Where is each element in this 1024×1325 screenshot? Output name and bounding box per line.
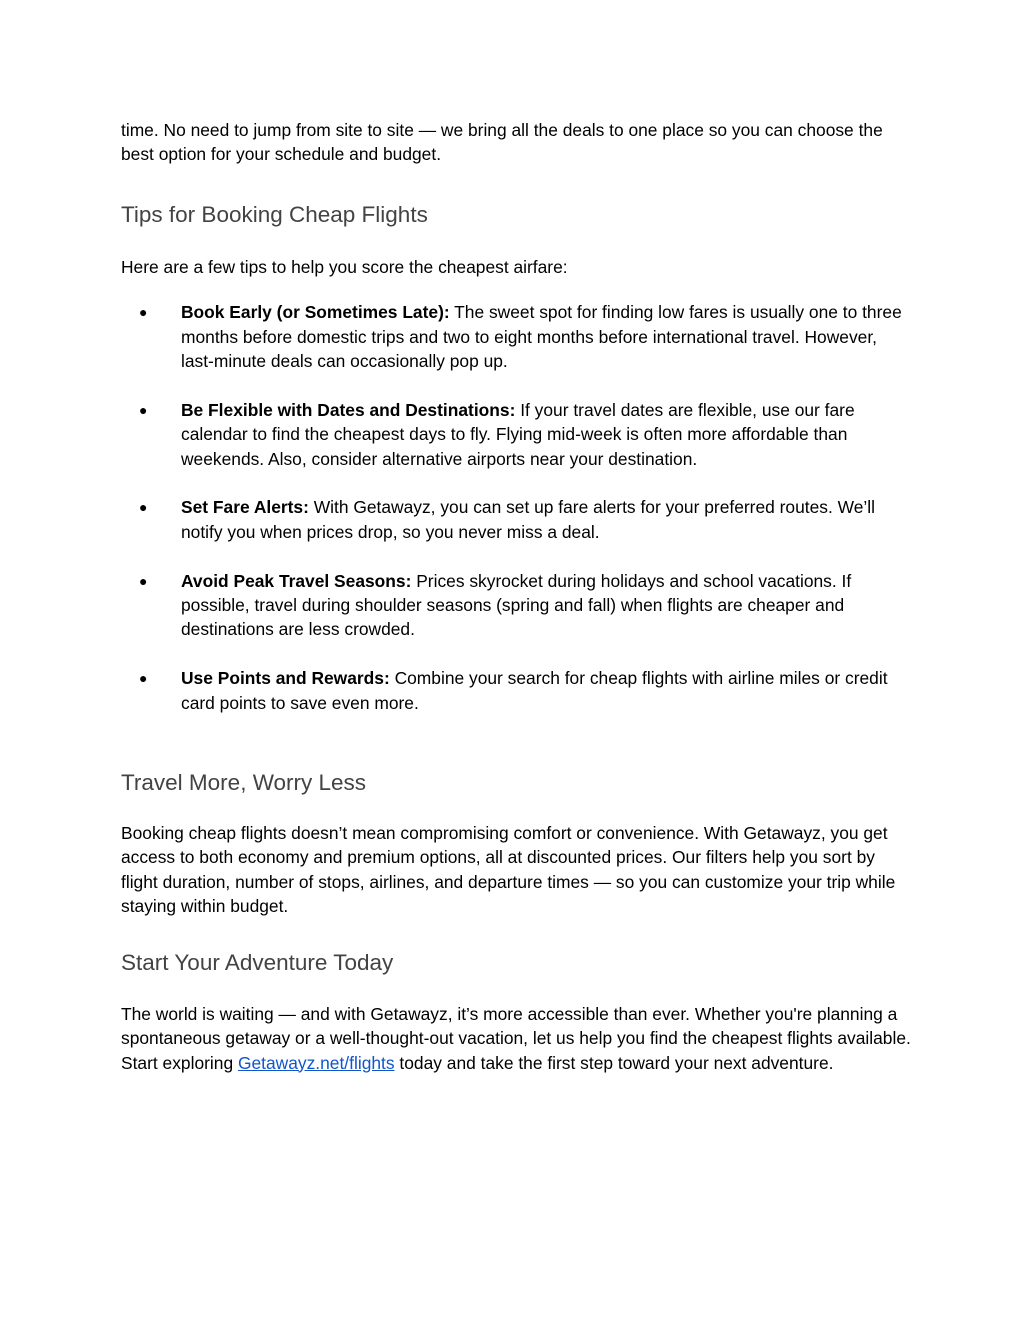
bullet-icon: ●: [139, 499, 148, 516]
start-text-before-link: The world is waiting — and with Getawayz, it’s more accessible than ever. Whether you're planning a spontaneous getaway or a well-thought-out vacation, let us help you find the cheapest flights available. Start exploring: [121, 1003, 911, 1073]
bullet-icon: ●: [139, 670, 148, 687]
tip-text: The sweet spot for finding low fares is usually one to three months before domestic trips and two to eight months before international travel. However, last-minute deals can occasionally pop up.: [181, 302, 902, 372]
tip-item-avoid-peak: [121, 569, 911, 642]
tip-item-book-early: [121, 300, 911, 373]
bullet-icon: ●: [139, 401, 148, 418]
tip-title: Use Points and Rewards:: [181, 668, 390, 689]
tip-text: Prices skyrocket during holidays and school vacations. If possible, travel during shoulder seasons (spring and fall) when flights are cheaper and destinations are less crowded.: [181, 570, 852, 640]
tips-lead-paragraph: Here are a few tips to help you score the cheapest airfare:: [121, 256, 568, 277]
bullet-icon: ●: [139, 304, 148, 321]
start-heading: Start Your Adventure Today: [121, 949, 394, 975]
tip-text: Combine your search for cheap flights with airline miles or credit card points to save even more.: [181, 668, 888, 713]
tip-item-points-rewards: [121, 666, 911, 715]
tip-item-be-flexible: [121, 398, 911, 471]
tip-item-fare-alerts: [121, 495, 911, 544]
tip-title: Set Fare Alerts:: [181, 497, 309, 518]
tip-title: Avoid Peak Travel Seasons:: [181, 570, 412, 591]
intro-continuation-paragraph: time. No need to jump from site to site — we bring all the deals to one place so you can choose the best option for your schedule and budget.: [121, 120, 883, 165]
flights-link[interactable]: Getawayz.net/flights: [237, 1052, 395, 1073]
tip-text: With Getawayz, you can set up fare alerts for your preferred routes. We’ll notify you when prices drop, so you never miss a deal.: [181, 497, 875, 542]
tip-text: If your travel dates are flexible, use our fare calendar to find the cheapest days to fly. Flying mid-week is often more affordable than weekends. Also, consider alternative airports near your destination.: [181, 399, 855, 469]
tips-heading: Tips for Booking Cheap Flights: [121, 201, 428, 227]
travel-heading: Travel More, Worry Less: [121, 770, 367, 796]
tips-list: [121, 300, 911, 715]
start-text-after-link: today and take the first step toward your next adventure.: [394, 1052, 834, 1073]
travel-paragraph: Booking cheap flights doesn’t mean compromising comfort or convenience. With Getawayz, you get access to both economy and premium options, all at discounted prices. Our filters help you sort by flight duration, number of stops, airlines, and departure times — so you can customize your trip while staying within budget.: [121, 823, 896, 917]
tip-title: Be Flexible with Dates and Destinations:: [181, 399, 516, 420]
start-paragraph: [121, 1002, 911, 1075]
tip-title: Book Early (or Sometimes Late):: [181, 302, 450, 323]
document-page: [121, 118, 911, 1075]
bullet-icon: ●: [139, 572, 148, 589]
